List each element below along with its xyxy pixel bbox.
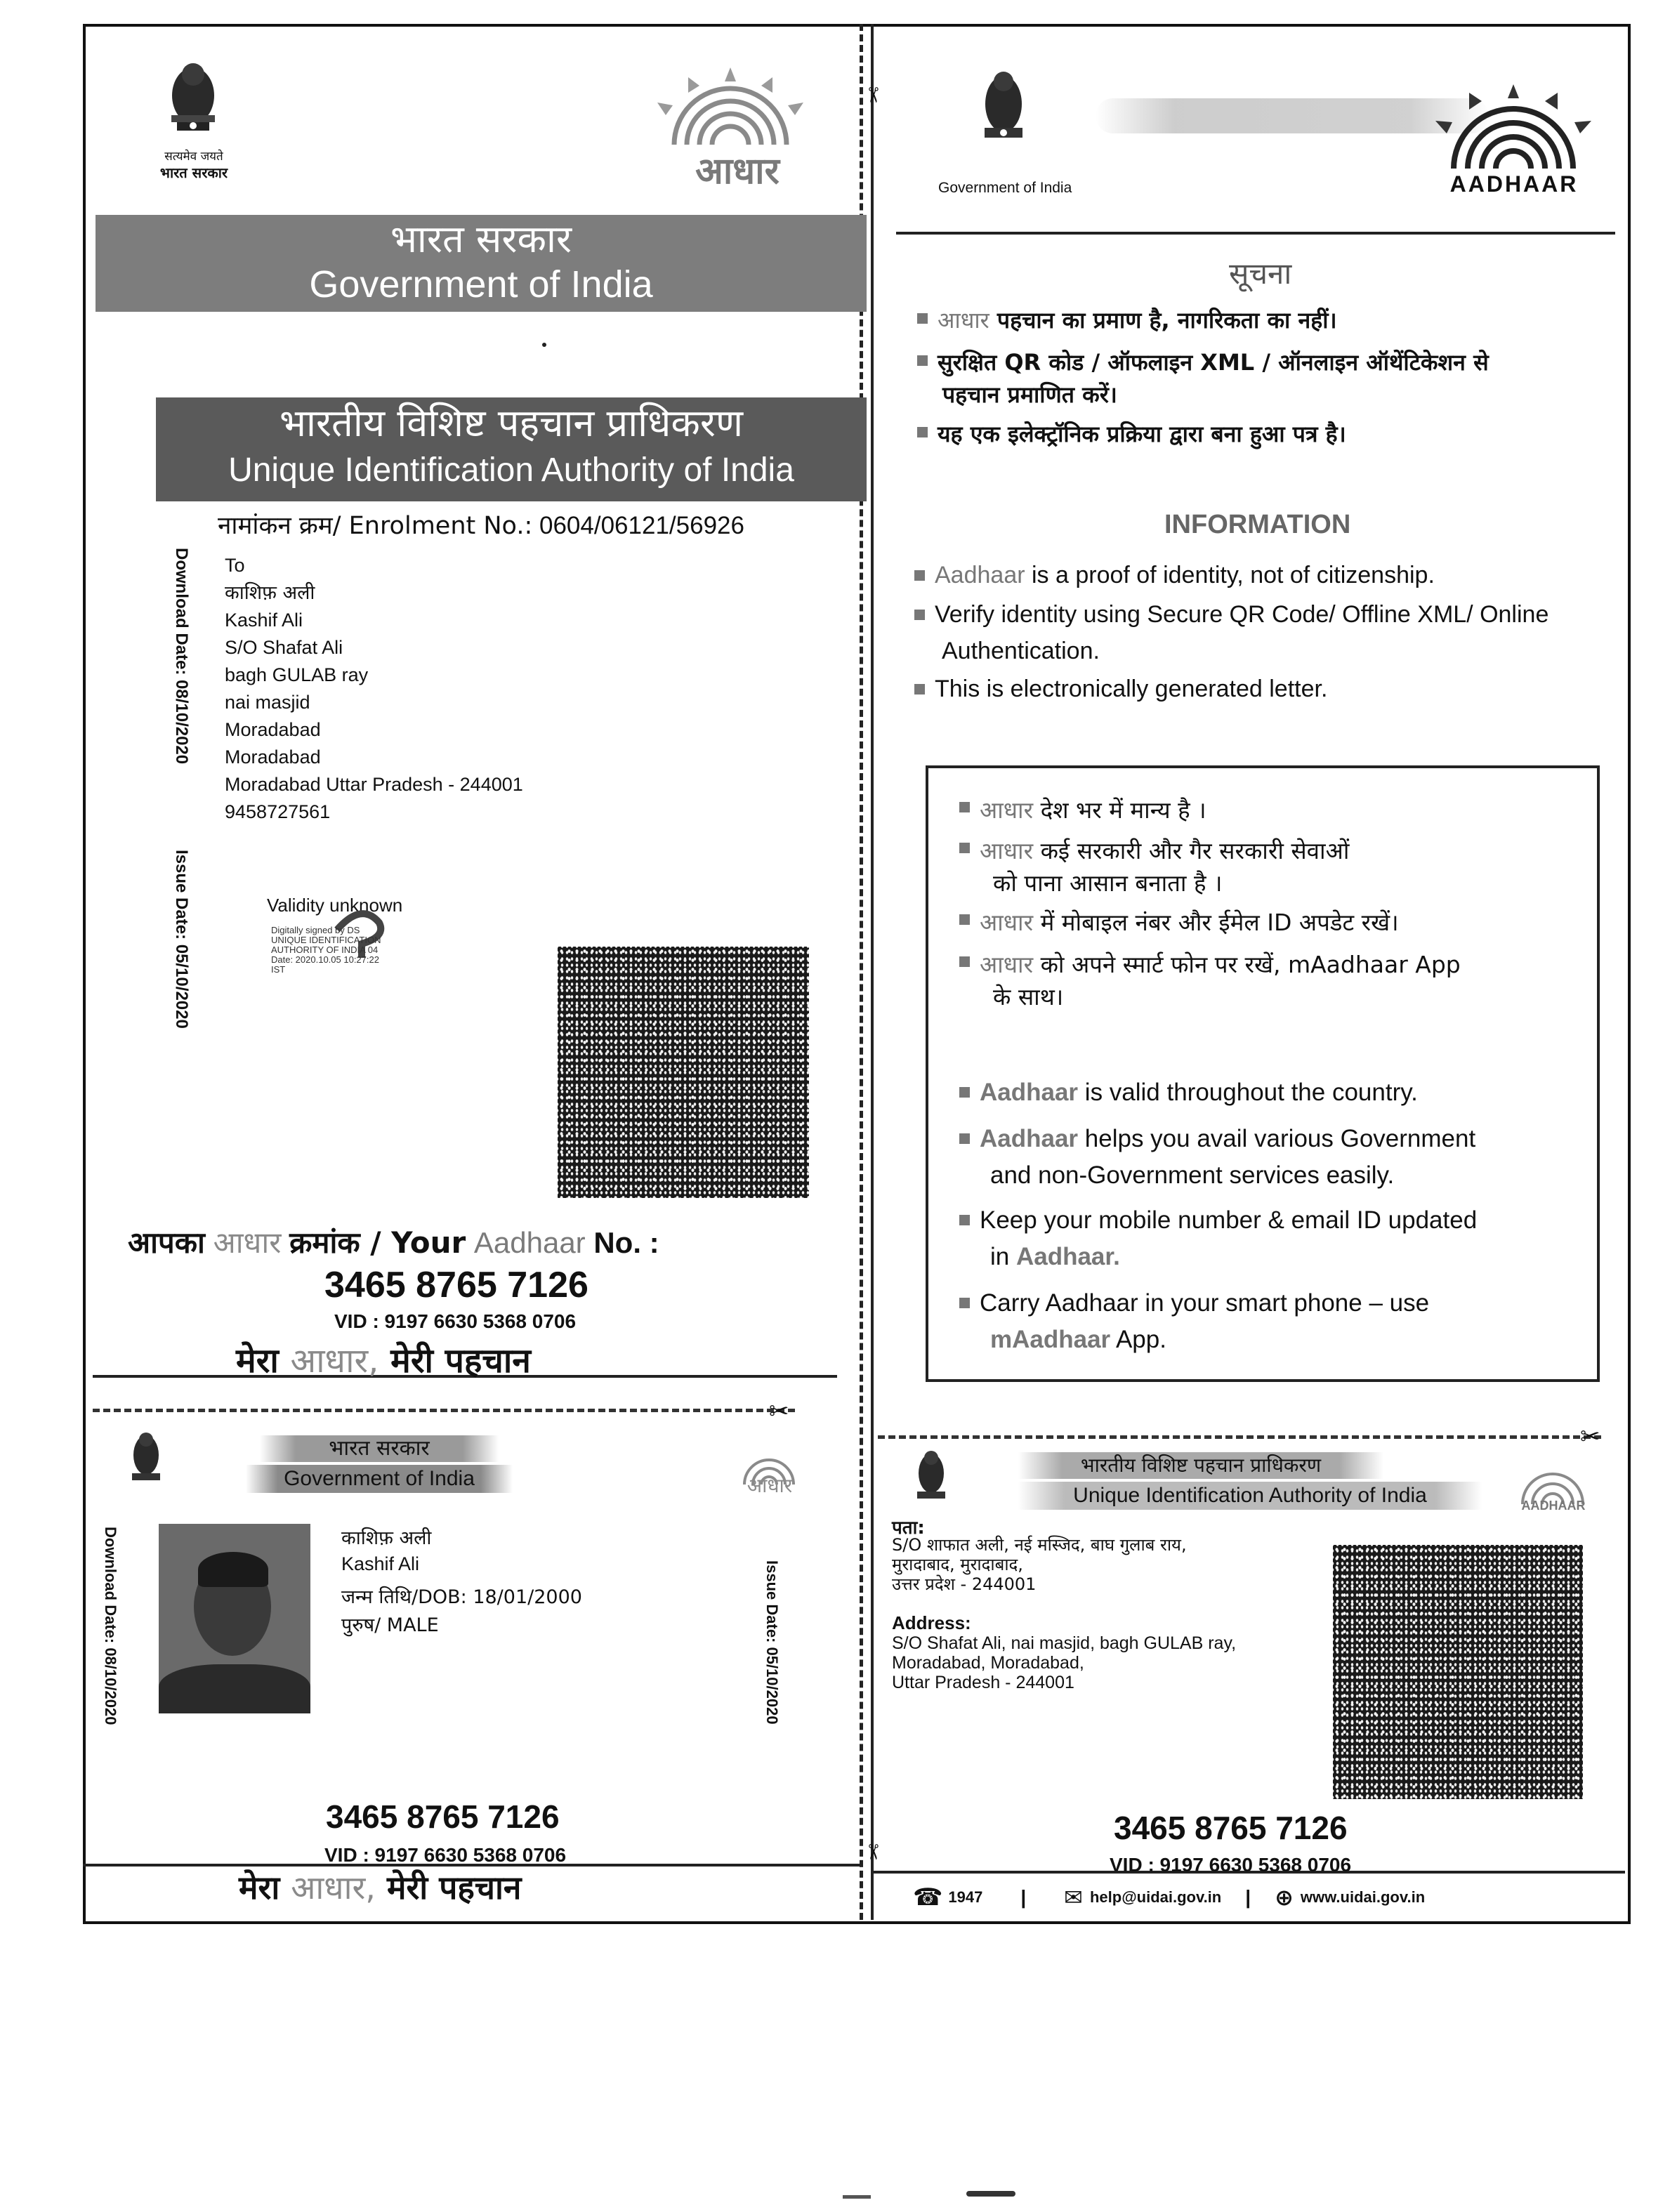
globe-icon: ⊕ <box>1275 1885 1294 1910</box>
aadhaar-number: 3465 8765 7126 <box>1114 1810 1348 1846</box>
email-icon: ✉ <box>1064 1885 1083 1910</box>
box-item-hindi: आधार में मोबाइल नंबर और ईमेल ID अपडेट रखें। <box>959 906 1399 937</box>
separator: | <box>1245 1886 1251 1908</box>
box-item-english: Aadhaar helps you avail various Government <box>959 1125 1475 1153</box>
box-item-continued: के साथ। <box>993 983 1064 1010</box>
website: www.uidai.gov.in <box>1300 1888 1426 1906</box>
card-band-english: Unique Identification Authority of India <box>1018 1482 1482 1510</box>
address-line: काशिफ़ अली <box>225 582 315 604</box>
band-title-hindi: भारत सरकार <box>390 217 572 261</box>
info-item: Aadhaar is a proof of identity, not of citizenship. <box>914 562 1435 589</box>
holder-name-hindi: काशिफ़ अली <box>341 1527 432 1549</box>
info-item-continued: Authentication. <box>942 638 1100 664</box>
aadhaar-number: 3465 8765 7126 <box>326 1798 560 1835</box>
tagline: मेरा आधार, मेरी पहचान <box>236 1341 531 1381</box>
divider <box>896 232 1615 235</box>
band-title-english: Government of India <box>309 263 653 305</box>
address-line: nai masjid <box>225 692 310 713</box>
cut-line-right <box>878 1435 1601 1439</box>
issue-date: Issue Date: 05/10/2020 <box>172 850 191 1029</box>
state-emblem-icon <box>909 1442 954 1510</box>
vid-number: VID : 9197 6630 5368 0706 <box>324 1844 567 1866</box>
aadhaar-logo-text: AADHAAR <box>1449 171 1579 197</box>
photo <box>159 1524 310 1713</box>
card-footer <box>913 1883 1425 1911</box>
notice-item: यह एक इलेक्ट्रॉनिक प्रक्रिया द्वारा बना हुआ पत्र है। <box>917 419 1346 449</box>
box-item-english: Keep your mobile number & email ID updated <box>959 1206 1477 1235</box>
cut-line-left <box>93 1409 795 1412</box>
box-item-continued: को पाना आसान बनाता है । <box>993 869 1223 897</box>
download-date: Download Date: 08/10/2020 <box>172 548 191 765</box>
your-aadhaar-number-label: आपका आधार क्रमांक / Your Aadhaar No. : <box>128 1225 659 1260</box>
notice-title: सूचना <box>1229 256 1292 291</box>
aadhaar-number: 3465 8765 7126 <box>324 1265 588 1305</box>
scissors-icon: ✂ <box>1580 1423 1600 1450</box>
vid-number: VID : 9197 6630 5368 0706 <box>334 1310 577 1332</box>
address-label-hindi: पता: <box>892 1518 925 1539</box>
card-band-hindi: भारत सरकार <box>260 1435 499 1462</box>
enrolment-number: नामांकन क्रम/ Enrolment No.: 0604/06121/56926 <box>218 512 744 540</box>
scan-mark <box>843 2195 871 2199</box>
government-label: Government of India <box>938 180 1072 196</box>
address-line: Moradabad <box>225 746 321 768</box>
address-line: Moradabad Uttar Pradesh - 244001 <box>225 774 523 795</box>
helpline-number: 1947 <box>948 1888 983 1906</box>
separator: | <box>1020 1886 1027 1908</box>
state-emblem-icon <box>124 1424 169 1492</box>
address-line: Kashif Ali <box>225 610 303 631</box>
address-english: S/O Shafat Ali, nai masjid, bagh GULAB ray, Moradabad, Moradabad, Uttar Pradesh - 244001 <box>892 1633 1237 1692</box>
box-item-continued: in Aadhaar. <box>990 1243 1120 1270</box>
emblem-caption: सत्यमेव जयते <box>164 150 223 164</box>
emblem-caption: भारत सरकार <box>159 164 228 181</box>
uidai-band <box>156 397 867 501</box>
card-band-hindi: भारतीय विशिष्ट पहचान प्राधिकरण <box>1018 1452 1383 1479</box>
vid-number: VID : 9197 6630 5368 0706 <box>1110 1854 1352 1876</box>
card-band-english: Government of India <box>246 1465 513 1493</box>
gender: पुरुष/ MALE <box>341 1614 439 1636</box>
state-emblem-icon <box>972 60 1035 156</box>
box-item-hindi: आधार को अपने स्मार्ट फोन पर रखें, mAadhaar App <box>959 948 1461 980</box>
help-email: help@uidai.gov.in <box>1089 1888 1222 1906</box>
notice-item: आधार पहचान का प्रमाण है, नागरिकता का नहीं। <box>917 305 1337 335</box>
box-item-continued: and non-Government services easily. <box>990 1161 1395 1189</box>
holder-name: Kashif Ali <box>341 1553 420 1574</box>
address-line: Moradabad <box>225 719 321 740</box>
scissors-icon: ✂ <box>769 1398 789 1425</box>
notice-item-continued: पहचान प्रमाणित करें। <box>942 381 1117 408</box>
scissors-icon: ✂ <box>861 86 885 105</box>
tagline: मेरा आधार, मेरी पहचान <box>239 1869 522 1907</box>
digital-signature-block: Digitally signed by DS UNIQUE IDENTIFICATION AUTHORITY OF INDIA 04 Date: 2020.10.05 10:27:22 IST <box>271 925 381 975</box>
info-item: This is electronically generated letter. <box>914 676 1327 703</box>
recipient-address <box>225 552 523 826</box>
box-item-hindi: आधार देश भर में मान्य है । <box>959 794 1206 825</box>
validity-status: Validity unknown <box>267 895 403 916</box>
qr-code <box>1333 1545 1583 1799</box>
band-title-hindi: भारतीय विशिष्ट पहचान प्राधिकरण <box>280 401 743 445</box>
address-line: bagh GULAB ray <box>225 664 369 685</box>
band-title-english: Unique Identification Authority of India <box>228 452 794 489</box>
aadhaar-logo-icon <box>1412 70 1615 176</box>
scissors-icon: ✂ <box>861 1843 885 1862</box>
box-item-english: Aadhaar is valid throughout the country. <box>959 1079 1418 1107</box>
dot <box>542 343 546 347</box>
address-label: Address: <box>892 1612 971 1633</box>
info-item: Verify identity using Secure QR Code/ Offline XML/ Online <box>914 601 1548 628</box>
address-line: To <box>225 555 245 576</box>
government-band <box>96 215 867 312</box>
state-emblem-icon <box>156 53 230 145</box>
phone-icon: ☎ <box>913 1884 943 1911</box>
box-item-english: Carry Aadhaar in your smart phone – use <box>959 1289 1429 1317</box>
notice-item: सुरक्षित QR कोड / ऑफलाइन XML / ऑनलाइन ऑथेंटिकेशन से <box>917 347 1489 377</box>
issue-date: Issue Date: 05/10/2020 <box>763 1560 781 1725</box>
box-item-continued: mAadhaar App. <box>990 1326 1166 1353</box>
address-hindi: S/O शाफात अली, नई मस्जिद, बाघ गुलाब राय, मुरादाबाद, मुरादाबाद, उत्तर प्रदेश - 244001 <box>892 1535 1187 1594</box>
address-line: S/O Shafat Ali <box>225 637 343 658</box>
aadhaar-logo-text: आधार <box>747 1474 793 1497</box>
vertical-divider <box>871 24 874 1920</box>
box-item-hindi: आधार कई सरकारी और गैर सरकारी सेवाओं <box>959 834 1349 866</box>
qr-code <box>558 947 809 1198</box>
aadhaar-logo-text: AADHAAR <box>1521 1499 1586 1513</box>
aadhaar-logo-text: आधार <box>695 150 780 192</box>
phone-number: 9458727561 <box>225 801 331 822</box>
scan-mark <box>966 2191 1015 2197</box>
download-date: Download Date: 08/10/2020 <box>102 1527 119 1725</box>
date-of-birth: जन्म तिथि/DOB: 18/01/2000 <box>341 1586 582 1608</box>
information-title: INFORMATION <box>1164 510 1351 539</box>
